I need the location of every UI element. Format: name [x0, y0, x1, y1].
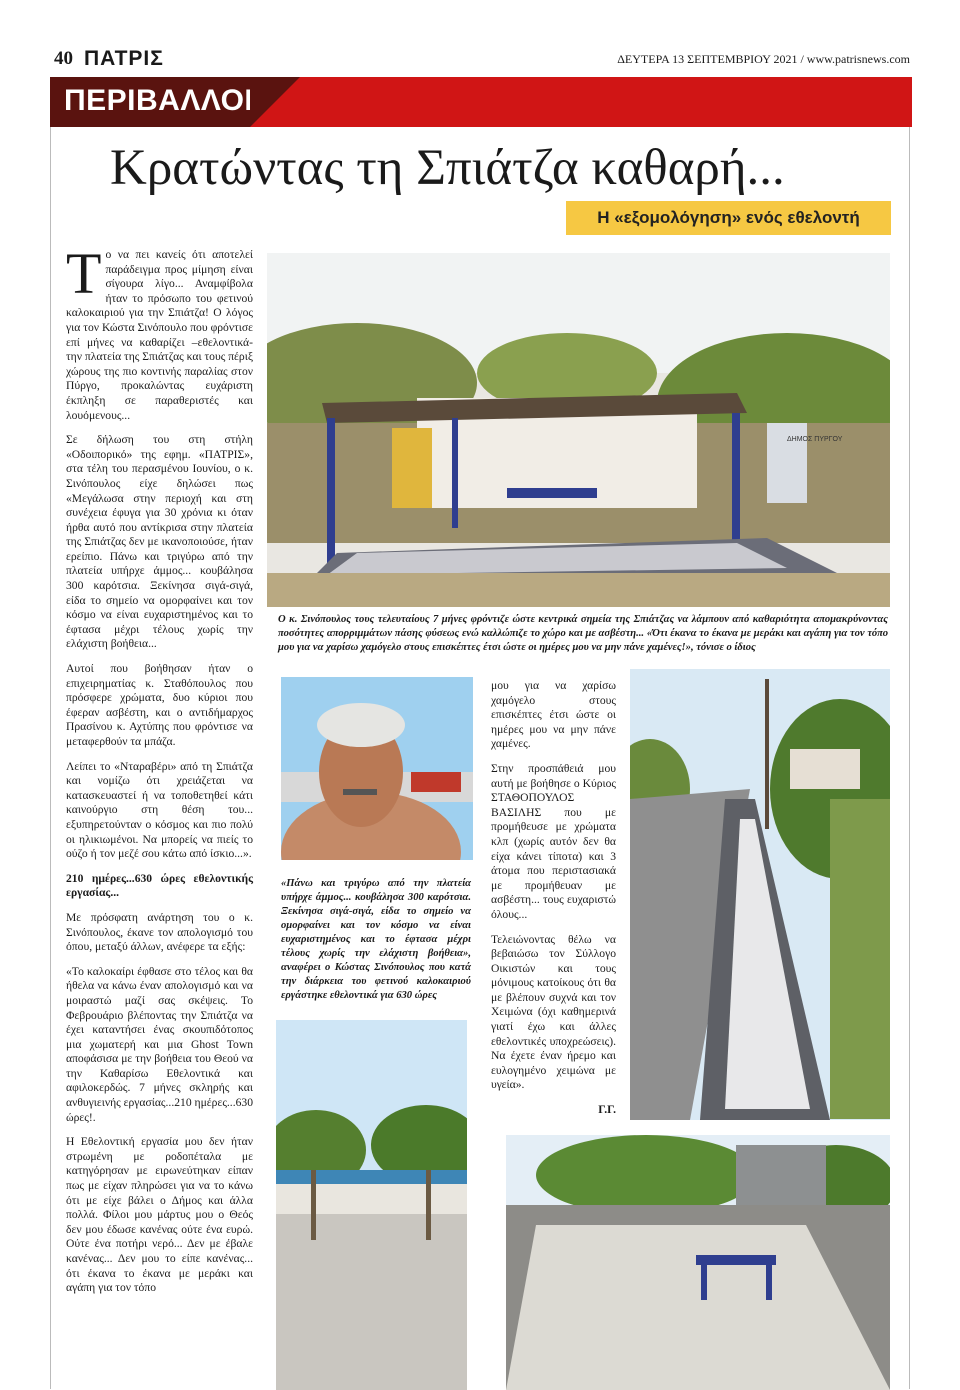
section-bar	[50, 77, 912, 127]
dropcap: Τ	[66, 241, 102, 306]
main-photo-caption: Ο κ. Σινόπουλος τους τελευταίους 7 μήνες φρόντιζε ώστε κεντρικά σημεία της Σπιάτζας να λάμπουν από καθαριότητα απομακρύνοντας ποσότητες απορριμμάτων πάσης φύσεως ενώ καλλώπιζε το χώρο και με ασβέστη... «Ότι έκανα το έκανα με μεράκι και αγάπη για τον τόπο μου για να χαρίσω χαμόγελο στους επισκέπτες έτσι ώστε οι ημέρες μου να μην πάνε χαμένες!», τόνισε ο ίδιος	[278, 614, 888, 653]
page-header	[54, 48, 910, 76]
portrait-photo	[281, 677, 473, 860]
street-photo	[630, 669, 890, 1120]
dateline: ΔΕΥΤΕΡΑ 13 ΣΕΠΤΕΜΒΡΙΟΥ 2021 / www.patrisnews.com	[617, 52, 910, 66]
subheadline: Η «εξομολόγηση» ενός εθελοντή	[566, 201, 891, 235]
square-photo	[506, 1135, 890, 1390]
photo-sign-text: ΔΗΜΟΣ ΠΥΡΓΟΥ	[787, 436, 843, 443]
article-column-3	[491, 679, 616, 1128]
main-photo	[267, 253, 890, 607]
paragraph: μου για να χαρίσω χαμόγελο στους επισκέπτες έτσι ώστε οι ημέρες μου να μην πάνε χαμένες.	[491, 679, 616, 751]
section-bar-wedge	[250, 77, 300, 127]
beach-photo	[276, 1020, 467, 1390]
paragraph: Στην προσπάθειά μου αυτή με βοήθησε ο Κύριος ΣΤΑΘΟΠΟΥΛΟΣ ΒΑΣΙΛΗΣ που με προμήθευσε με χρώματα κλπ (χωρίς αυτόν δεν θα είχα κάνει τίποτα) και 3 άτομα που περιστασιακά με προμήθευαν με ασβέστη... τους ευχαριστώ όλους...	[491, 761, 616, 921]
headline: Κρατώντας τη Σπιάτζα καθαρή...	[110, 140, 785, 196]
newspaper-name: ΠΑΤΡΙΣ	[84, 47, 164, 70]
paragraph: «Το καλοκαίρι έφθασε στο τέλος και θα ήθελα να κάνω έναν απολογισμό και να μοιραστώ μαζί σας σκέψεις. Το Φεβρουάριο βλέποντας την Σπιάτζα να έχει καταντήσει ένας σκουπιδότοπος μια χωματερή και μια Ghost Town αποφάσισα με την βοήθεια του Θεού να την Καθαρίσω Εθελοντικά και αφιλοκερδώς. 7 μήνες σκληρής και ανθυγιεινής εργασίας...210 ημέρες...630 ώρες!.	[66, 964, 253, 1124]
paragraph: Η Εθελοντική εργασία μου δεν ήταν στρωμένη με ροδοπέταλα με κατηγόρησαν με ειρωνεύτηκαν είπαν πως με είχαν πληρώσει για να το κάνω ότι με είχε βάλει ο Δήμος και άλλα πολλά. Φίλοι μου μάρτυς μου ο Θεός δεν μου έδωσε κανένας ούτε ένα ευρώ. Ούτε ένα ποτήρι νερό... Δεν με έβαλε κανένας... Δεν μου το είπε κανένας... ότι έκανα το έκανα με μεράκι και αγάπη για τον τόπο	[66, 1135, 253, 1295]
article-column-1	[66, 241, 253, 1306]
portrait-caption: «Πάνω και τριγύρω από την πλατεία υπήρχε άμμος... κουβάλησα 300 καρότσια. Ξεκίνησα σιγά-σιγά, είδα το σημείο να ομορφαίνει και τον κόσμο να είναι ευχαριστημένος και το έφτασα μέχρι τέλους χωρίς την ελάχιστη βοήθεια», αναφέρει ο Κώστας Σινόπουλος που κατά την διάρκεια του φετινού καλοκαιριού εργάστηκε εθελοντικά για 630 ώρες	[281, 878, 471, 1001]
paragraph: Το να πει κανείς ότι αποτελεί παράδειγμα προς μίμηση είναι σίγουρα λίγο... Αναμφίβολα ήταν το πρόσωπο του φετινού καλοκαιριού για την Σπιάτζα! Ο λόγος για τον Κώστα Σινόπουλο που φρόντισε επί μήνες να καθαρίζει –εθελοντικά- την πλατεία της Σπιάτζας και τους πέριξ χώρους της πιο κοντινής παραλίας στον Πύργο, προκαλώντας ευχάριστη έκπληξη σε παραθεριστές και λουόμενους...	[66, 241, 253, 422]
section-label: ΠΕΡΙΒΑΛΛΟΝ	[50, 77, 250, 127]
paragraph: Αυτοί που βοήθησαν ήταν ο επιχειρηματίας κ. Σταθόπουλος που πρόσφερε χρώματα, δυο κύριοι που έφεραν ασβέστη, και ο αντιδήμαρχος Πρασίνου κ. Αχτύπης που φρόντισε να μεταφερθούν τα μπάζα.	[66, 662, 253, 748]
paragraph: Με πρόσφατη ανάρτηση του ο κ. Σινόπουλος, έκανε τον απολογισμό του όπου, μεταξύ άλλων, ανέφερε τα εξής:	[66, 910, 253, 954]
paragraph: Σε δήλωση του στη στήλη «Οδοιπορικό» της εφημ. «ΠΑΤΡΙΣ», στα τέλη του περασμένου Ιουνίου, ο κ. Σινόπουλος είχε δηλώσει πως «Μεγάλωσα στην περιοχή και στη συνέχεια έφυγα για 30 χρόνια κι όταν ήρθα αυτό που αντίκρισα στην πλατεία της Σπιάτζας δεν με ικανοποιούσε, ήταν ερείπιο. Πάνω και τριγύρω από την πλατεία υπήρχε άμμος... κουβάλησα 300 καρότσια. Ξεκίνησα σιγά-σιγά, είδα το σημείο να ομορφαίνει και τον κόσμο να είναι ευχαριστημένος και το έφτασα μέχρι τέλους χωρίς την ελάχιστη βοήθεια...	[66, 433, 253, 651]
inline-subhead: 210 ημέρες...630 ώρες εθελοντικής εργασίας...	[66, 871, 253, 900]
paragraph: Τελειώνοντας θέλω να βεβαιώσω τον Σύλλογο Οικιστών και τους μόνιμους κατοίκους ότι θα με βλέπουν συχνά και τον Χειμώνα (όχι καθημερινά γιατί έχω και άλλες εθελοντικές υποχρεώσεις). Να έχετε έναν ήρεμο και ευλογημένο χειμώνα με υγεία».	[491, 932, 616, 1092]
paragraph: Λείπει το «Νταραβέρι» από τη Σπιάτζα και νομίζω ότι χρειάζεται να κατασκευαστεί ή να τοποθετηθεί κάτι καινούργιο στη θέση του... εξυπηρετούνταν ο κόσμος και πιο πολύ οι ηλικιωμένοι. Να μπορείς να πιείς το ούζο ή τον μεζέ σου κάτω από ίσκιο...».	[66, 759, 253, 861]
page-number: 40	[54, 48, 73, 69]
signature: Γ.Γ.	[598, 1103, 616, 1117]
